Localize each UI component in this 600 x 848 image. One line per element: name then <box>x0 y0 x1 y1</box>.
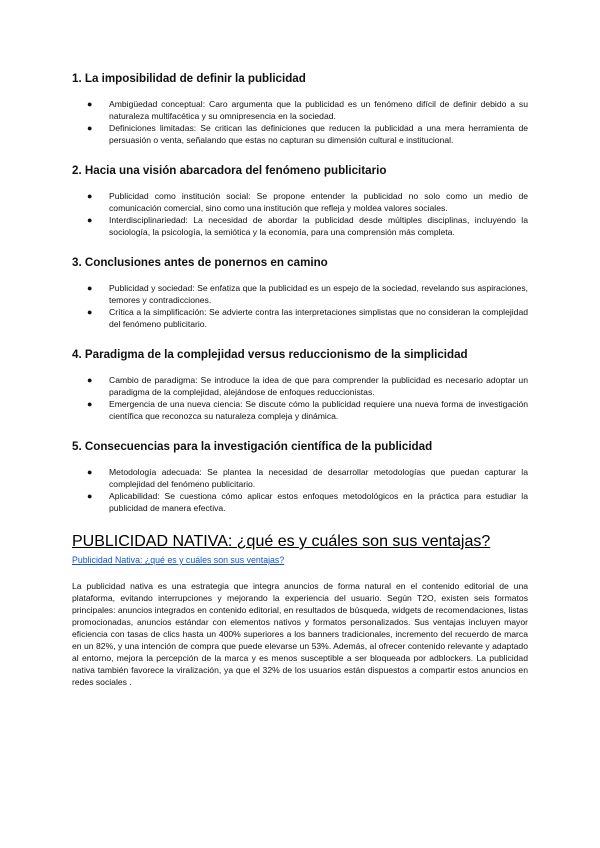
nativa-title: PUBLICIDAD NATIVA: ¿qué es y cuáles son sus ventajas? <box>72 533 491 550</box>
bullet-icon: ● <box>87 491 93 501</box>
item-term: Interdisciplinariedad: <box>109 215 188 225</box>
bullet-icon: ● <box>87 191 93 201</box>
list-item <box>72 490 528 514</box>
item-text: Se plantea la necesidad de desarrollar metodologías que puedan capturar la complejidad del fenómeno publicitario. <box>109 467 528 489</box>
bullet-list <box>72 190 528 238</box>
list-item <box>72 122 528 146</box>
list-item <box>72 466 528 490</box>
item-text: Se enfatiza que la publicidad es un espejo de la sociedad, revelando sus aspiraciones, temores y contradicciones. <box>109 283 529 305</box>
bullet-icon: ● <box>87 123 93 133</box>
bullet-icon: ● <box>87 99 93 109</box>
list-item <box>72 282 528 306</box>
nativa-link[interactable]: Publicidad Nativa: ¿qué es y cuáles son sus ventajas? <box>72 555 285 565</box>
item-term: Cambio de paradigma: <box>109 375 198 385</box>
section-heading: 4. Paradigma de la complejidad versus reduccionismo de la simplicidad <box>72 348 468 361</box>
list-item <box>72 374 528 398</box>
item-term: Publicidad y sociedad: <box>109 283 195 293</box>
section-3 <box>72 256 528 330</box>
bullet-list <box>72 466 528 514</box>
list-item <box>72 398 528 422</box>
item-text: Se cuestiona cómo aplicar estos enfoques metodológicos en la práctica para estudiar la publicidad de manera efectiva. <box>109 491 528 513</box>
item-text: Caro argumenta que la publicidad es un fenómeno difícil de definir debido a su naturaleza multifacética y su omnipresencia en la sociedad. <box>109 99 528 121</box>
bullet-icon: ● <box>87 375 93 385</box>
item-term: Aplicabilidad: <box>109 491 160 501</box>
section-4 <box>72 348 528 422</box>
item-text: Se discute cómo la publicidad requiere una nueva forma de investigación científica que reconozca su naturaleza compleja y dinámica. <box>109 399 529 421</box>
bullet-icon: ● <box>87 399 93 409</box>
bullet-icon: ● <box>87 467 93 477</box>
item-term: Emergencia de una nueva ciencia: <box>109 399 243 409</box>
list-item <box>72 214 528 238</box>
item-term: Crítica a la simplificación: <box>109 307 207 317</box>
bullet-icon: ● <box>87 215 93 225</box>
item-text: La necesidad de abordar la publicidad desde múltiples disciplinas, incluyendo la sociología, la psicología, la semiótica y la economía, para una comprensión más completa. <box>109 215 528 237</box>
document-page <box>72 72 528 688</box>
section-heading: 3. Conclusiones antes de ponernos en camino <box>72 256 328 269</box>
nativa-paragraph: La publicidad nativa es una estrategia que integra anuncios de forma natural en el contenido editorial de una plataforma, evitando interrupciones y mejorando la experiencia del usuario. Según T2O, existen seis formatos principales: anuncios integrados en contenido editorial, en resultados de búsqueda, widgets de recomendaciones, listas promocionadas, anuncios estándar con elementos nativos y formatos personalizados. Sus ventajas incluyen mayor eficiencia con tasas de clics hasta un 400% superiores a los banners tradicionales, incremento del recuerdo de marca en un 82%, y una intención de compra que puede elevarse un 53%. Además, al ofrecer contenido relevante y adaptado al entorno, mejora la percepción de la marca y es menos susceptible a ser bloqueada por adblockers. La publicidad nativa también favorece la viralización, ya que el 32% de los usuarios están dispuestos a compartir estos anuncios en redes sociales . <box>72 581 528 687</box>
section-heading: 5. Consecuencias para la investigación científica de la publicidad <box>72 440 433 453</box>
nativa-section <box>72 532 528 688</box>
section-heading: 1. La imposibilidad de definir la publicidad <box>72 72 306 85</box>
item-text: Se advierte contra las interpretaciones simplistas que no consideran la complejidad del fenómeno publicitario. <box>109 307 528 329</box>
item-text: Se propone entender la publicidad no solo como un medio de comunicación comercial, sino como una institución que refleja y moldea valores sociales. <box>109 191 529 213</box>
bullet-icon: ● <box>87 307 93 317</box>
bullet-list <box>72 282 528 330</box>
bullet-icon: ● <box>87 283 93 293</box>
item-term: Publicidad como institución social: <box>109 191 251 201</box>
section-heading: 2. Hacia una visión abarcadora del fenómeno publicitario <box>72 164 387 177</box>
list-item <box>72 190 528 214</box>
bullet-list <box>72 98 528 146</box>
item-term: Definiciones limitadas: <box>109 123 197 133</box>
item-term: Ambigüedad conceptual: <box>109 99 206 109</box>
bullet-list <box>72 374 528 422</box>
item-text: Se critican las definiciones que reducen la publicidad a una mera herramienta de persuasión o venta, señalando que estas no capturan su dimensión cultural e institucional. <box>109 123 529 145</box>
item-text: Se introduce la idea de que para comprender la publicidad es necesario adoptar un paradigma de la complejidad, alejándose de enfoques reduccionistas. <box>109 375 528 397</box>
section-5 <box>72 440 528 514</box>
list-item <box>72 306 528 330</box>
section-2 <box>72 164 528 238</box>
list-item <box>72 98 528 122</box>
item-term: Metodología adecuada: <box>109 467 202 477</box>
section-1 <box>72 72 528 146</box>
